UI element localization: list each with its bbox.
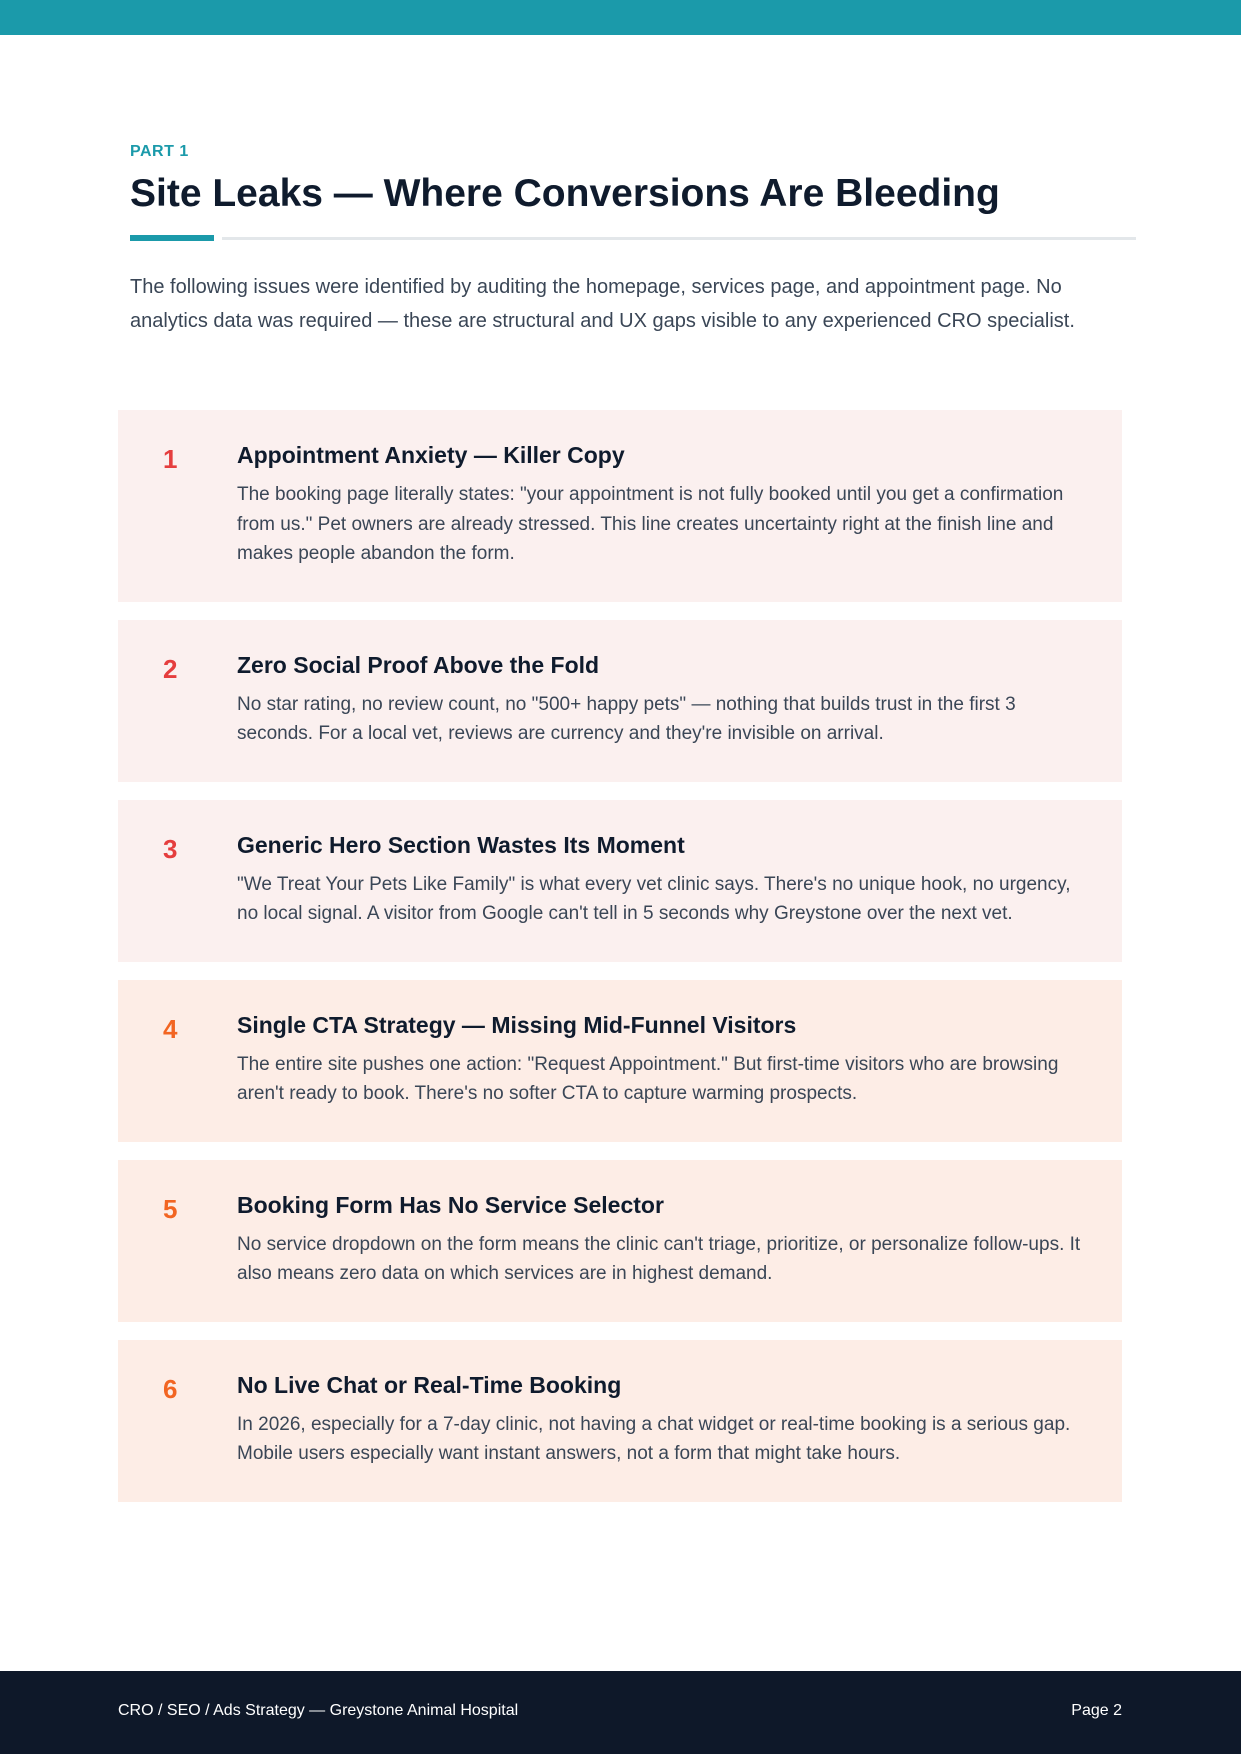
issue-number: 3 xyxy=(163,833,178,864)
issue-title: Single CTA Strategy — Missing Mid-Funnel Visitors xyxy=(237,1011,797,1038)
issue-number: 4 xyxy=(163,1013,178,1044)
issue-title: Booking Form Has No Service Selector xyxy=(237,1191,664,1218)
issue-description: "We Treat Your Pets Like Family" is what every vet clinic says. There's no unique hook, no urgency, no local signal. A visitor from Google can't tell in 5 seconds why Greystone over the next vet. xyxy=(237,873,1071,924)
page-footer xyxy=(0,1671,1241,1754)
issue-card xyxy=(118,620,1122,782)
title-divider xyxy=(222,237,1136,240)
page-number: Page 2 xyxy=(1071,1702,1122,1719)
issue-title: No Live Chat or Real-Time Booking xyxy=(237,1371,622,1398)
issue-description: In 2026, especially for a 7-day clinic, not having a chat widget or real-time booking is a serious gap. Mobile users especially want instant answers, not a form that might take hours. xyxy=(237,1413,1071,1464)
issue-number: 6 xyxy=(163,1373,178,1404)
section-label: PART 1 xyxy=(130,143,189,160)
issue-title: Appointment Anxiety — Killer Copy xyxy=(237,442,625,468)
issue-card xyxy=(118,800,1122,962)
issue-description: No service dropdown on the form means the clinic can't triage, prioritize, or personalize follow-ups. It also means zero data on which services are in highest demand. xyxy=(237,1233,1081,1284)
issue-title: Generic Hero Section Wastes Its Moment xyxy=(237,831,685,858)
issue-card xyxy=(118,1160,1122,1322)
issue-number: 1 xyxy=(163,444,178,474)
intro-paragraph: The following issues were identified by auditing the homepage, services page, and appointment page. No analytics data was required — these are structural and UX gaps visible to any experienced CRO specialist. xyxy=(130,276,1075,332)
issue-description: The entire site pushes one action: "Request Appointment." But first-time visitors who are browsing aren't ready to book. There's no softer CTA to capture warming prospects. xyxy=(237,1053,1059,1104)
title-accent-rule xyxy=(130,235,214,241)
footer-document-title: CRO / SEO / Ads Strategy — Greystone Animal Hospital xyxy=(118,1702,519,1719)
issue-card xyxy=(118,980,1122,1142)
issue-description: The booking page literally states: "your appointment is not fully booked until you get a confirmation from us." Pet owners are already stressed. This line creates uncertainty right at the finish line and makes people abandon the form. xyxy=(237,484,1064,564)
issue-title: Zero Social Proof Above the Fold xyxy=(237,651,600,678)
issue-number: 2 xyxy=(163,653,178,684)
issue-description: No star rating, no review count, no "500+ happy pets" — nothing that builds trust in the first 3 seconds. For a local vet, reviews are currency and they're invisible on arrival. xyxy=(237,693,1016,744)
page-title: Site Leaks — Where Conversions Are Bleeding xyxy=(130,172,1000,215)
issue-card xyxy=(118,1340,1122,1502)
issue-card xyxy=(118,410,1122,602)
issue-list xyxy=(118,410,1122,1520)
issue-number: 5 xyxy=(163,1193,178,1224)
top-accent-bar xyxy=(0,0,1241,35)
